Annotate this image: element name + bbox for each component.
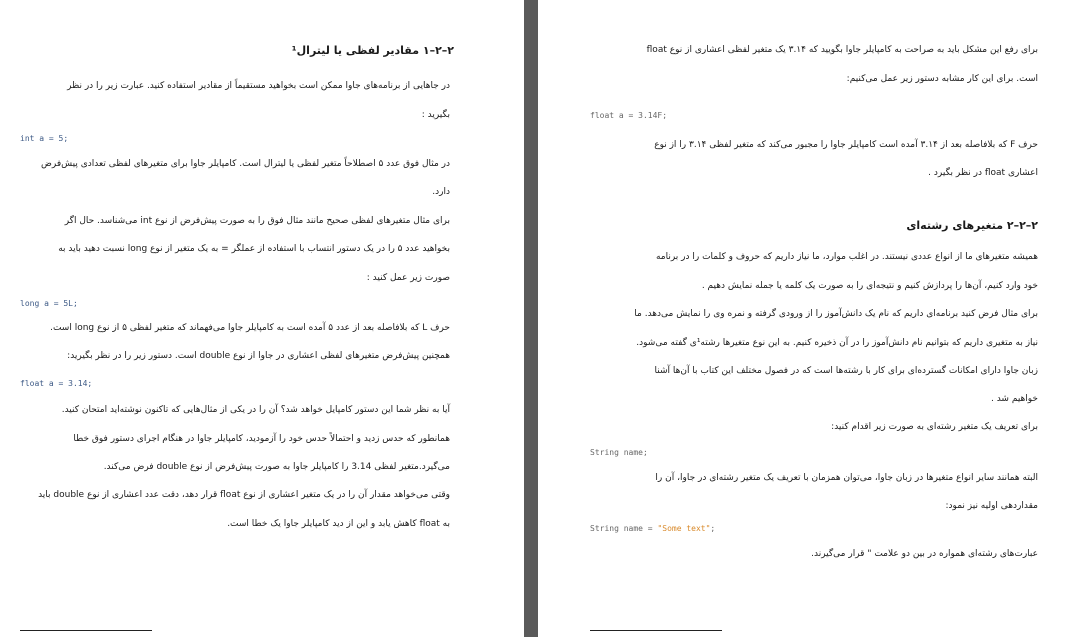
code-line — [590, 523, 715, 534]
paragraph-line: است. برای این کار مشابه دستور زیر عمل می‌کنیم: — [846, 74, 1038, 84]
paragraph-line: دارد. — [432, 187, 450, 197]
code-text: String name = — [590, 524, 658, 533]
paragraph-line: البته همانند سایر انواع متغیرها در زبان جاوا، می‌توان همزمان با تعریف یک متغیر رشته‌ای در جاوا، آن را — [655, 473, 1038, 483]
paragraph-line: همچنین پیش‌فرض متغیرهای لفظی اعشاری در جاوا از نوع double است. دستور زیر را در نظر بگیرید: — [67, 351, 450, 361]
section-heading: ۲–۲–۲ متغیرهای رشته‌ای — [906, 219, 1038, 232]
paragraph-line: عبارت‌های رشته‌ای همواره در بین دو علامت " قرار می‌گیرند. — [811, 549, 1038, 559]
paragraph-line: در جاهایی از برنامه‌های جاوا ممکن است بخواهید مستقیماً از مقادیر استفاده کنید. عبارت زیر را در نظر — [67, 81, 450, 91]
section-heading: ۲–۲–۱ مقادیر لفظی یا لیترال¹ — [291, 44, 454, 57]
paragraph-line: حرف F که بلافاصله بعد از ۳.۱۴ آمده است کامپایلر جاوا را مجبور می‌کند که متغیر لفظی ۳.۱۴ را از نوع — [654, 140, 1038, 150]
right-page — [538, 0, 1073, 637]
paragraph-line: حرف L که بلافاصله بعد از عدد ۵ آمده است به کامپایلر جاوا می‌فهماند که متغیر لفظی ۵ از نوع long است. — [50, 323, 450, 333]
paragraph-line: زبان جاوا دارای امکانات گسترده‌ای برای کار با رشته‌ها است که در فصول مختلف این کتاب با آن‌ها آشنا — [654, 366, 1038, 376]
paragraph-line: خواهیم شد . — [990, 394, 1038, 404]
paragraph-line: همانطور که حدس زدید و احتمالاً حدس خود را آزمودید، کامپایلر جاوا در هنگام اجرای دستور فوق خطا — [73, 434, 450, 444]
footnote-rule — [20, 630, 152, 631]
paragraph-line: اعشاری float در نظر بگیرد . — [928, 168, 1038, 178]
paragraph-line: بگیرید : — [421, 110, 450, 120]
code-line: float a = 3.14F; — [590, 111, 668, 120]
paragraph-line: همیشه متغیرهای ما از انواع عددی نیستند. در اغلب موارد، ما نیاز داریم که حروف و کلمات را در برنامه — [655, 252, 1038, 262]
paragraph-line: به float کاهش یابد و این از دید کامپایلر جاوا یک خطا است. — [227, 519, 450, 529]
code-string: "Some text" — [657, 524, 711, 533]
footnote-rule — [590, 630, 722, 631]
paragraph-line: برای رفع این مشکل باید به صراحت به کامپایلر جاوا بگویید که ۳.۱۴ یک متغیر لفظی اعشاری از نوع float — [646, 45, 1038, 55]
paragraph-line: مقداردهی اولیه نیز نمود: — [945, 501, 1038, 511]
paragraph-line: آیا به نظر شما این دستور کامپایل خواهد شد؟ آن را در یکی از مثال‌هایی که تاکنون نوشته‌اید امتحان کنید. — [61, 405, 450, 415]
paragraph-line: می‌گیرد.متغیر لفظی 3.14 را کامپایلر جاوا به صورت پیش‌فرض از نوع double فرض می‌کند. — [103, 462, 450, 472]
left-page — [0, 0, 524, 637]
code-line: int a = 5; — [20, 134, 69, 143]
paragraph-line: صورت زیر عمل کنید : — [366, 273, 450, 283]
code-line: long a = 5L; — [20, 299, 78, 308]
paragraph-line: برای مثال متغیرهای لفظی صحیح مانند مثال فوق را به صورت پیش‌فرض از نوع int می‌شناسد. حال اگر — [64, 216, 450, 226]
paragraph-line: نیاز به متغیری داریم که بتوانیم نام دانش‌آموز را در آن ذخیره کنیم. به این نوع متغیرها رشته‌¹ی گفته می‌شود. — [636, 338, 1038, 348]
code-text: ; — [710, 524, 716, 533]
paragraph-line: برای تعریف یک متغیر رشته‌ای به صورت زیر اقدام کنید: — [831, 422, 1038, 432]
paragraph-line: بخواهید عدد ۵ را در یک دستور انتساب با استفاده از عملگر = به یک متغیر از نوع long نسبت دهید باید به — [58, 244, 450, 254]
paragraph-line: در مثال فوق عدد ۵ اصطلاحاً متغیر لفظی یا لیترال است. کامپایلر جاوا برای متغیرهای لفظی تعدادی پیش‌فرض — [41, 159, 450, 169]
code-line: float a = 3.14; — [20, 379, 93, 388]
paragraph-line: خود وارد کنیم، آن‌ها را پردازش کنیم و نتیجه‌ای را به صورت یک کلمه یا جمله نمایش دهیم . — [701, 281, 1038, 291]
code-line: String name; — [590, 448, 648, 457]
page-divider — [524, 0, 538, 637]
paragraph-line: وقتی می‌خواهد مقدار آن را در یک متغیر اعشاری از نوع float قرار دهد، دقت عدد اعشاری از نوع double باید — [38, 490, 450, 500]
paragraph-line: برای مثال فرض کنید برنامه‌ای داریم که نام یک دانش‌آموز را از ورودی گرفته و نمره وی را نمایش می‌دهد. ما — [634, 309, 1038, 319]
